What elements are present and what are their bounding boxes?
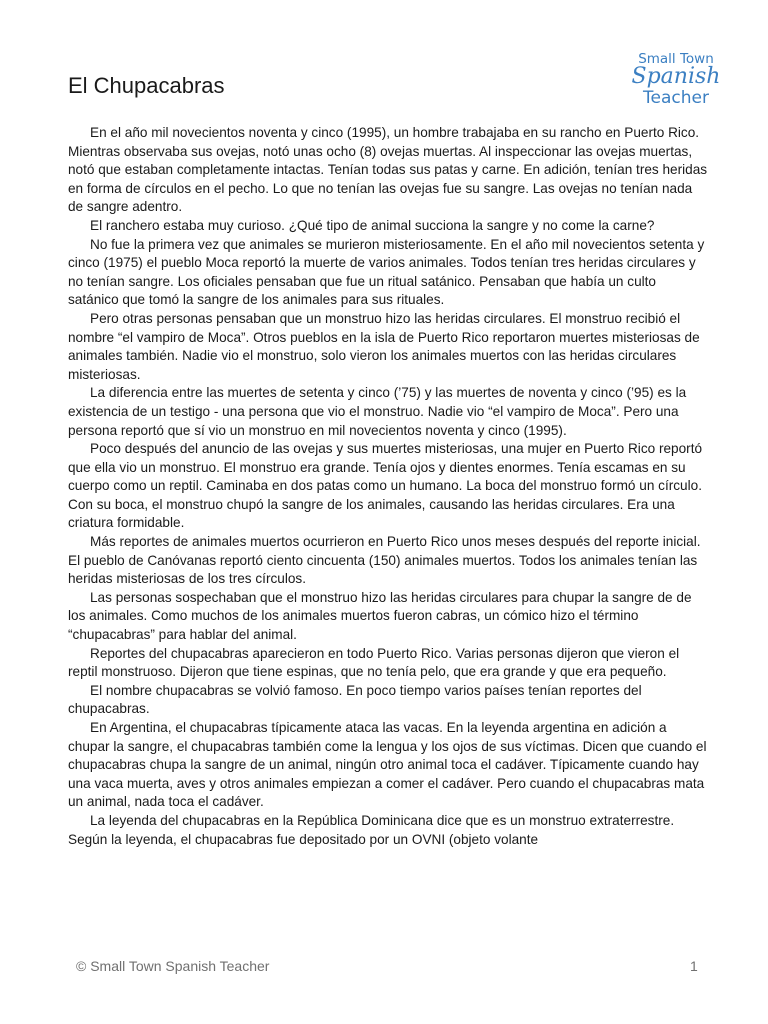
paragraph: La leyenda del chupacabras en la República Dominicana dice que es un monstruo extraterrestre. Según la leyenda, el chupacabras fue depositado por un OVNI (objeto volante bbox=[68, 812, 675, 847]
logo-line-teacher: Teacher bbox=[643, 88, 709, 108]
paragraph: Pero otras personas pensaban que un monstruo hizo las heridas circulares. El monstruo recibió el nombre “el vampiro de Moca”. Otros pueblos en la isla de Puerto Rico reportaron muertes misteriosas de animales también. Nadie vio el monstruo, solo vieron los animales muertos con las heridas circulares misteriosas. bbox=[68, 310, 700, 382]
paragraph: Más reportes de animales muertos ocurrieron en Puerto Rico unos meses después del reporte inicial. El pueblo de Canóvanas reportó ciento cincuenta (150) animales muertos. Todos los animales tenían las heridas misteriosas de los tres círculos. bbox=[68, 534, 701, 587]
paragraph: Reportes del chupacabras aparecieron en todo Puerto Rico. Varias personas dijeron que vieron el reptil monstruoso. Dijeron que tiene espinas, que no tenía pelo, que era grande y que era pequeño. bbox=[68, 645, 680, 680]
brand-logo bbox=[620, 50, 732, 108]
logo-line-spanish: Spanish bbox=[631, 64, 721, 89]
logo-line-small-town: Small Town bbox=[638, 51, 714, 67]
page-number: 1 bbox=[690, 958, 698, 974]
paragraph: En Argentina, el chupacabras típicamente ataca las vacas. En la leyenda argentina en adición a chupar la sangre, el chupacabras también come la lengua y los ojos de sus víctimas. Dicen que cuando el chupacabras chupa la sangre de un animal, ningún otro animal toca el cadáver. Típicamente cuando hay una vaca muerta, aves y otros animales empiezan a comer el cadáver. Pero cuando el chupacabras mata un animal, nada toca el cadáver. bbox=[68, 720, 707, 810]
paragraph: La diferencia entre las muertes de setenta y cinco (’75) y las muertes de noventa y cinco (’95) es la existencia de un testigo - una persona que vio el monstruo. Nadie vio “el vampiro de Moca”. Pero una persona reportó que sí vio un monstruo en mil novecientos noventa y cinco (1995). bbox=[68, 385, 687, 438]
paragraph: Poco después del anuncio de las ovejas y sus muertes misteriosas, una mujer en Puerto Rico reportó que ella vio un monstruo. El monstruo era grande. Tenía ojos y dientes enormes. Tenía escamas en su cuerpo como un reptil. Caminaba en dos patas como un humano. La boca del monstruo formó un círculo. Con su boca, el monstruo chupó la sangre de los animales, causando las heridas circulares. Era una criatura formidable. bbox=[68, 441, 703, 531]
page-title: El Chupacabras bbox=[68, 73, 225, 98]
paragraph: El nombre chupacabras se volvió famoso. En poco tiempo varios países tenían reportes del chupacabras. bbox=[68, 682, 642, 717]
paragraph: El ranchero estaba muy curioso. ¿Qué tipo de animal succiona la sangre y no come la carne? bbox=[90, 217, 655, 233]
paragraph: En el año mil novecientos noventa y cinco (1995), un hombre trabajaba en su rancho en Puerto Rico. Mientras observaba sus ovejas, notó unas ocho (8) ovejas muertas. Al inspeccionar las ovejas muertas, notó que estaban completamente intactas. Tenían todas sus patas y carne. En adición, tenían tres heridas en forma de círculos en el pecho. Lo que no tenían las ovejas fue su sangre. Las ovejas no tenían nada de sangre adentro. bbox=[68, 125, 708, 215]
paragraph: Las personas sospechaban que el monstruo hizo las heridas circulares para chupar la sangre de de los animales. Como muchos de los animales muertos fueron cabras, un cómico hizo el término “chupacabras” para hablar del animal. bbox=[68, 589, 692, 643]
story-body bbox=[68, 124, 708, 849]
paragraph: No fue la primera vez que animales se murieron misteriosamente. En el año mil novecientos setenta y cinco (1975) el pueblo Moca reportó la muerte de varios animales. Todos tenían tres heridas circulares y no tenían sangre. Los oficiales pensaban que fue un ritual satánico. Pensaban que había un culto satánico que tomó la sangre de los animales para sus rituales. bbox=[68, 236, 705, 308]
footer-copyright: © Small Town Spanish Teacher bbox=[76, 958, 270, 974]
